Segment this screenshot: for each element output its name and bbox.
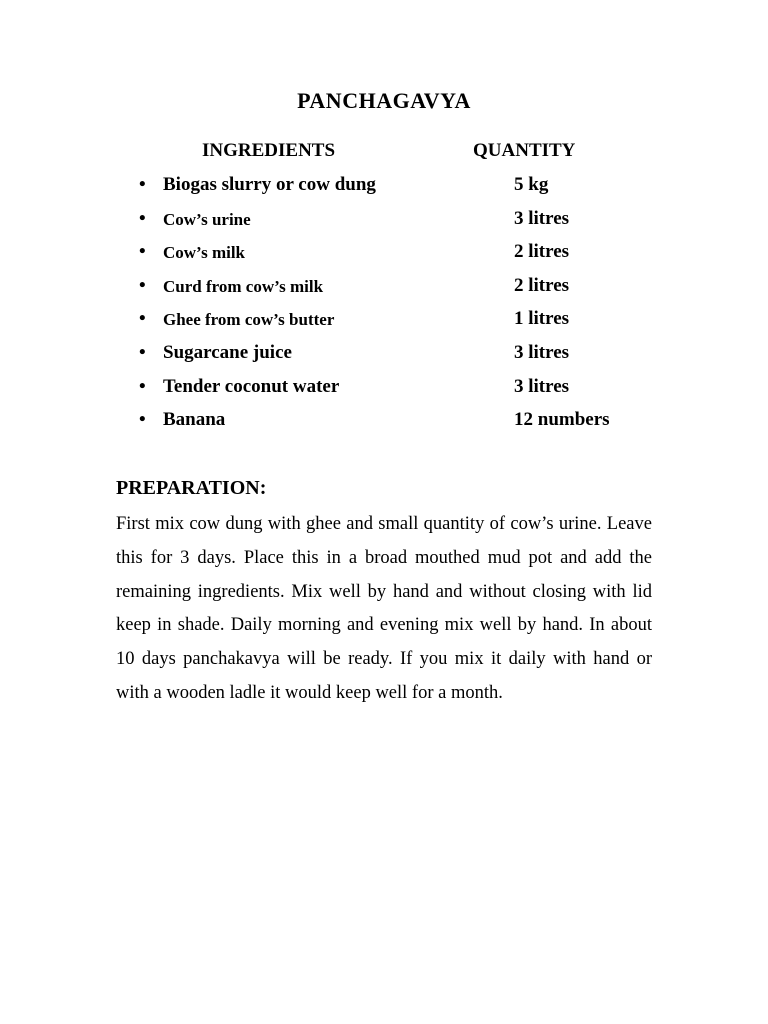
ingredient-quantity: 3 litres [514, 375, 570, 397]
ingredient-name: Cow’s urine [163, 209, 251, 229]
bullet-icon: • [139, 274, 146, 296]
ingredient-quantity: 12 numbers [514, 409, 610, 431]
ingredient-name: Banana [163, 409, 226, 431]
ingredients-column-header: INGREDIENTS [202, 140, 336, 161]
document-title: PANCHAGAVYA [297, 88, 471, 113]
bullet-icon: • [139, 341, 146, 363]
preparation-paragraph: First mix cow dung with ghee and small quantity of cow’s urine. Leave this for 3 days. Place this in a broad mouthed mud pot and add the remaining ingredients. Mix well by hand and without closing with lid keep in shade. Daily morning and evening mix well by hand. In about 10 days panchakavya will be ready. If you mix it daily with hand or with a wooden ladle it would keep well for a month. [116, 514, 652, 703]
ingredient-quantity: 3 litres [514, 207, 570, 229]
quantity-column-header: QUANTITY [473, 140, 576, 161]
bullet-icon: • [139, 409, 146, 431]
ingredient-row [0, 338, 768, 372]
ingredient-name: Sugarcane juice [163, 341, 292, 363]
ingredient-row [0, 405, 768, 439]
ingredient-quantity: 2 litres [514, 274, 570, 296]
ingredient-quantity: 1 litres [514, 308, 570, 330]
bullet-icon: • [139, 241, 146, 263]
ingredient-row [0, 304, 768, 338]
ingredient-name: Ghee from cow’s butter [163, 310, 335, 330]
ingredient-quantity: 5 kg [514, 174, 549, 195]
ingredient-name: Biogas slurry or cow dung [163, 174, 376, 195]
preparation-heading: PREPARATION: [116, 477, 267, 499]
ingredient-name: Curd from cow’s milk [163, 276, 324, 296]
bullet-icon: • [139, 207, 146, 229]
ingredient-name: Tender coconut water [163, 375, 340, 397]
ingredient-quantity: 2 litres [514, 241, 570, 263]
ingredient-quantity: 3 litres [514, 341, 570, 363]
bullet-icon: • [139, 174, 146, 195]
ingredient-name: Cow’s milk [163, 243, 246, 263]
bullet-icon: • [139, 375, 146, 397]
ingredient-row [0, 170, 768, 204]
ingredient-row [0, 271, 768, 305]
ingredient-row [0, 237, 768, 271]
bullet-icon: • [139, 308, 146, 330]
ingredient-row [0, 204, 768, 238]
ingredient-row [0, 372, 768, 406]
ingredient-list [0, 170, 768, 439]
